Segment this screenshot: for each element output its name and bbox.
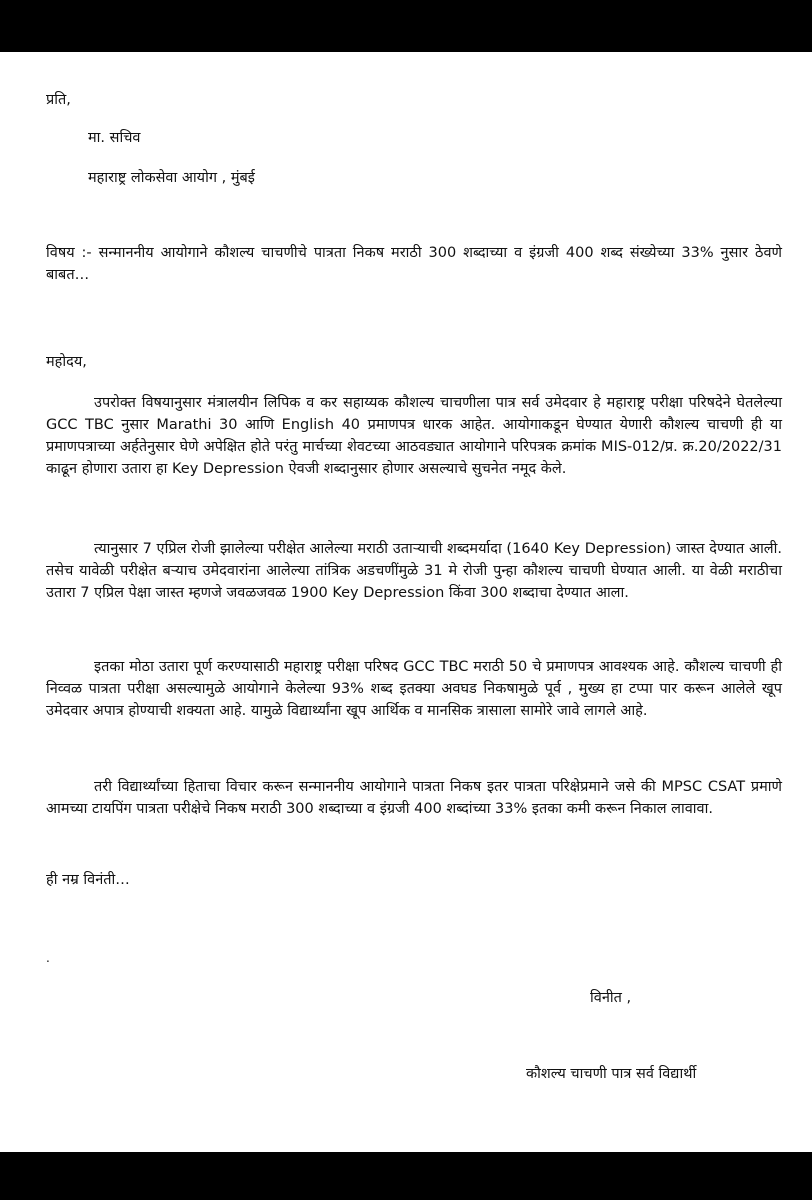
salutation: महोदय, (46, 354, 87, 370)
signature: कौशल्य चाचणी पात्र सर्व विद्यार्थी (526, 1066, 697, 1082)
stray-mark: . (46, 951, 50, 965)
paragraph-1: उपरोक्त विषयानुसार मंत्रालयीन लिपिक व कर सहाय्यक कौशल्य चाचणीला पात्र सर्व उमेदवार हे महाराष्ट्र परीक्षा परिषदेने घेतलेल्या GCC TBC नुसार Marathi 30 आणि English 40 प्रमाणपत्र धारक आहेत. आयोगाकडून घेण्यात येणारी कौशल्य चाचणी ही या प्रमाणपत्राच्या अर्हतेनुसार घेणे अपेक्षित होते परंतु मार्चच्या शेवटच्या आठवड्यात आयोगाने परिपत्रक क्रमांक MIS-012/प्र. क्र.20/2022/31 काढून होणारा उतारा हा Key Depression ऐवजी शब्दानुसार होणार असल्याचे सुचनेत नमूद केले. (46, 395, 782, 477)
paragraph-4: तरी विद्यार्थ्यांच्या हिताचा विचार करून सन्माननीय आयोगाने पात्रता निकष इतर पात्रता परिक्षेप्रमाने जसे की MPSC CSAT प्रमाणे आमच्या टायपिंग पात्रता परीक्षेचे निकष मराठी 300 शब्दाच्या व इंग्रजी 400 शब्दांच्या 33% इतका कमी करून निकाल लावावा. (46, 779, 782, 817)
recipient-org: महाराष्ट्र लोकसेवा आयोग , मुंबई (88, 170, 255, 186)
recipient-title: मा. सचिव (88, 130, 141, 146)
paragraph-2: त्यानुसार 7 एप्रिल रोजी झालेल्या परीक्षेत आलेल्या मराठी उताऱ्याची शब्दमर्यादा (1640 Key Depression) जास्त देण्यात आली. तसेच यावेळी परीक्षेत बऱ्याच उमेदवारांना आलेल्या तांत्रिक अडचणींमुळे 31 मे रोजी पुन्हा कौशल्य चाचणी घेण्यात आली. या वेळी मराठीचा उतारा 7 एप्रिल पेक्षा जास्त म्हणजे जवळजवळ 1900 Key Depression किंवा 300 शब्दाचा देण्यात आला. (46, 541, 782, 601)
letter-page (0, 52, 812, 1152)
paragraph-3: इतका मोठा उतारा पूर्ण करण्यासाठी महाराष्ट्र परीक्षा परिषद GCC TBC मराठी 50 चे प्रमाणपत्र आवश्यक आहे. कौशल्य चाचणी ही निव्वळ पात्रता परीक्षा असल्यामुळे आयोगाने केलेल्या 93% शब्द इतक्या अवघड निकषामुळे पूर्व , मुख्य हा टप्पा पार करून आलेले खूप उमेदवार अपात्र होण्याची शक्यता आहे. यामुळे विद्यार्थ्यांना खूप आर्थिक व मानसिक त्रासाला सामोरे जावे लागले आहे. (46, 659, 782, 719)
request-line: ही नम्र विनंती… (46, 872, 130, 888)
subject-line: विषय :- सन्माननीय आयोगाने कौशल्य चाचणीचे पात्रता निकष मराठी 300 शब्दाच्या व इंग्रजी 400 शब्द संख्येच्या 33% नुसार ठेवणे बाबत… (46, 245, 782, 283)
closing: विनीत , (590, 990, 632, 1006)
addressee-prefix: प्रति, (46, 92, 71, 108)
